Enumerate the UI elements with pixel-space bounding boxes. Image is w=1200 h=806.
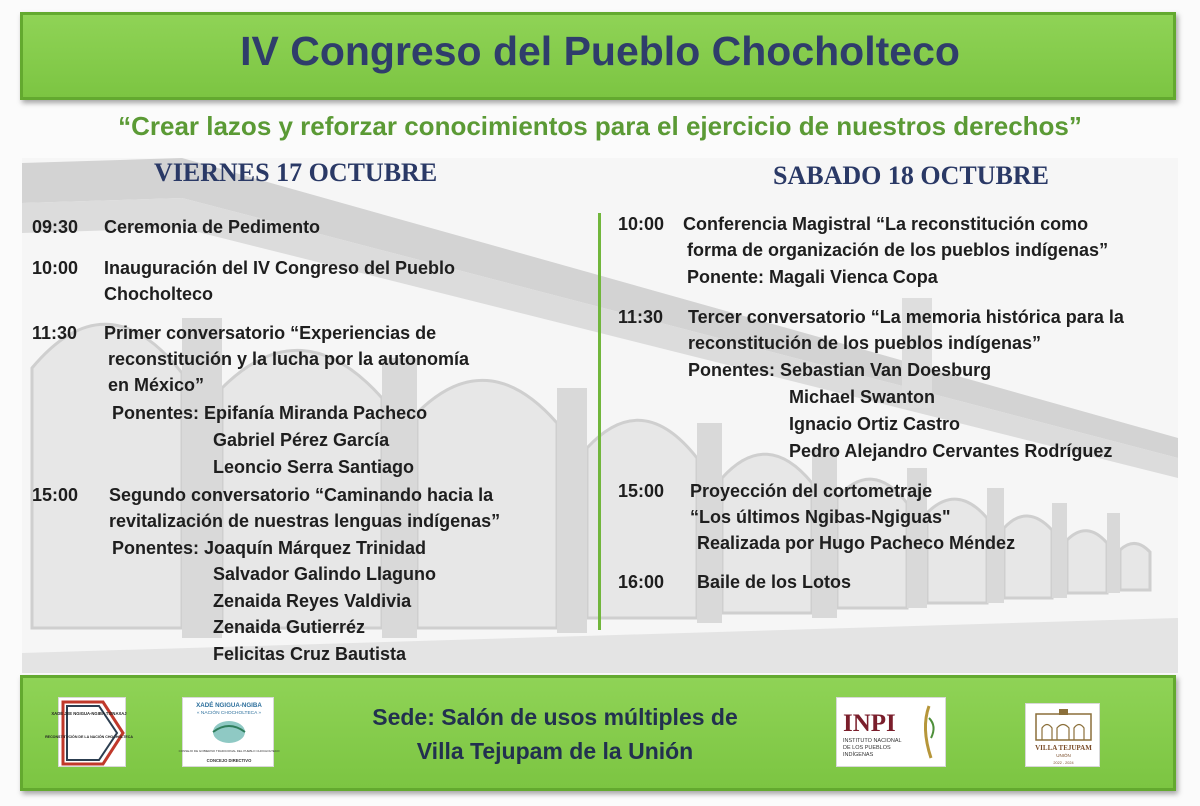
schedule-item-cont: forma de organización de los pueblos indígenas” (687, 240, 1109, 260)
schedule-item: Conferencia Magistral “La reconstitución como (683, 214, 1089, 234)
speaker-name: Zenaida Gutierréz (213, 617, 366, 637)
villa-tejupam-years: 2022 - 2024 (1053, 761, 1074, 765)
schedule-item: Proyección del cortometraje (690, 481, 933, 501)
venue-line-1: Sede: Salón de usos múltiples de (372, 704, 738, 730)
speaker-name: Pedro Alejandro Cervantes Rodríguez (789, 441, 1113, 461)
schedule-item-cont: “Los últimos Ngibas-Ngiguas" (690, 507, 951, 527)
speaker-name: Michael Swanton (789, 387, 936, 407)
inpi-text-2: DE LOS PUEBLOS (843, 745, 891, 751)
speakers-label: Ponentes: Epifanía Miranda Pacheco (112, 403, 428, 423)
villa-tejupam-logo (1025, 703, 1100, 767)
schedule-item-cont: reconstitución y la lucha por la autonomía (108, 349, 470, 369)
consejo-emblem-icon (178, 698, 280, 768)
event-slogan: “Crear lazos y reforzar conocimientos para el ejercicio de nuestros derechos” (118, 111, 1082, 141)
schedule-item-cont: Chocholteco (104, 284, 214, 304)
speakers-label: Ponentes: Sebastian Van Doesburg (688, 360, 992, 380)
inpi-logo (836, 697, 946, 767)
inpi-wordmark: INPI (843, 710, 896, 737)
villa-tejupam-wordmark: VILLA TEJUPAM (1035, 744, 1092, 752)
venue-info (330, 700, 780, 768)
logo2-footer: CONCEJO DIRECTIVO (206, 758, 252, 763)
speaker-name: Ignacio Ortiz Castro (789, 414, 961, 434)
column-divider (598, 213, 601, 630)
schedule-item: Baile de los Lotos (697, 572, 852, 592)
logo2-title: XADÉ NGIGUA-NGIBA (196, 702, 262, 709)
speaker-name: Leoncio Serra Santiago (213, 457, 415, 477)
schedule-item: Primer conversatorio “Experiencias de (104, 323, 437, 343)
logo1-text-top: XADÉ JEE NGIGUA-NGIBA TSINAXAJ (51, 711, 127, 716)
inpi-emblem-icon (837, 698, 947, 768)
schedule-time: 09:30 (32, 217, 79, 237)
schedule-time: 10:00 (618, 214, 665, 234)
schedule-time: 15:00 (618, 481, 665, 501)
chocholteca-reconstitucion-logo (45, 697, 133, 767)
inpi-text-3: INDÍGENAS (843, 752, 874, 758)
speaker-name: Felicitas Cruz Bautista (213, 644, 407, 664)
villa-tejupam-subtitle: UNIÓN (1056, 753, 1071, 758)
schedule-item-cont: revitalización de nuestras lenguas indígenas” (109, 511, 501, 531)
schedule-item: Tercer conversatorio “La memoria histórica para la (688, 307, 1124, 327)
day-heading-saturday: SABADO 18 OCTUBRE (773, 161, 1049, 190)
day-heading-friday: VIERNES 17 OCTUBRE (154, 158, 438, 187)
schedule-item-cont: reconstitución de los pueblos indígenas” (688, 333, 1042, 353)
speaker-name: Zenaida Reyes Valdivia (213, 591, 412, 611)
logo2-subtitle: « NACIÓN CHOCHOLTECA » (196, 711, 262, 716)
speaker-name: Gabriel Pérez García (213, 430, 390, 450)
schedule-item-cont: en México” (108, 375, 205, 395)
schedule-time: 11:30 (32, 323, 78, 343)
municipal-building-icon (1026, 704, 1101, 768)
speaker-name: Salvador Galindo Llaguno (213, 564, 437, 584)
chevron-logo-icon (45, 698, 133, 768)
schedule-time: 15:00 (32, 485, 79, 505)
schedule-item: Ceremonia de Pedimento (104, 217, 321, 237)
schedule-time: 10:00 (32, 258, 79, 278)
schedule-time: 11:30 (618, 307, 664, 327)
schedule-time: 16:00 (618, 572, 665, 592)
consejo-chocholteco-logo (178, 697, 280, 767)
logo2-body: CONSEJO DE GOBIERNO TRADICIONAL DEL PUEBLO CHOCHOLTECO (178, 749, 280, 753)
page-title: IV Congreso del Pueblo Chocholteco (240, 28, 960, 74)
logo1-text-bottom: RECONSTITUCIÓN DE LA NACIÓN CHOCHOLTECA (45, 735, 133, 739)
venue-line-2: Villa Tejupam de la Unión (416, 738, 694, 764)
schedule-item-cont: Realizada por Hugo Pacheco Méndez (697, 533, 1016, 553)
speakers-label: Ponentes: Joaquín Márquez Trinidad (112, 538, 427, 558)
schedule-item: Segundo conversatorio “Caminando hacia la (109, 485, 494, 505)
speakers-label: Ponente: Magali Vienca Copa (687, 267, 938, 287)
inpi-text-1: INSTITUTO NACIONAL (843, 738, 902, 744)
schedule-item: Inauguración del IV Congreso del Pueblo (104, 258, 456, 278)
